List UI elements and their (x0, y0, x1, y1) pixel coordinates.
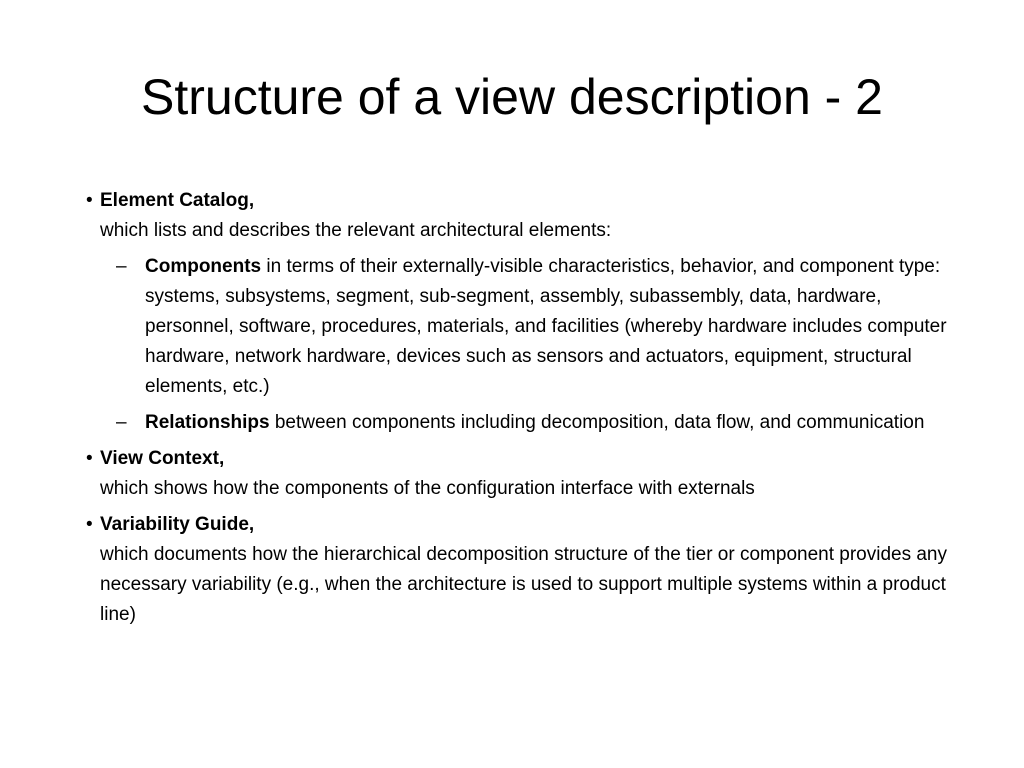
dash-marker: – (116, 412, 127, 433)
bullet-description: which lists and describes the relevant architectural elements: (100, 220, 612, 241)
sub-bullet-bold: Components (145, 256, 262, 277)
sub-bullet-text: between components including decomposition, data flow, and communication (269, 412, 925, 433)
sub-bullet-list (100, 252, 960, 438)
bullet-item-view-context (60, 444, 960, 504)
slide-content (60, 186, 960, 636)
sub-bullet-bold: Relationships (145, 412, 270, 433)
sub-bullet-item-components (100, 252, 960, 402)
bullet-item-element-catalog (60, 186, 960, 438)
bullet-description: which documents how the hierarchical decomposition structure of the tier or component provides any necessary variability (e.g., when the architecture is used to support multiple systems within a product line) (100, 544, 947, 625)
bullet-marker: • (86, 514, 93, 535)
bullet-description: which shows how the components of the configuration interface with externals (100, 478, 755, 499)
bullet-heading: Element Catalog, (100, 190, 255, 211)
dash-marker: – (116, 256, 127, 277)
bullet-marker: • (86, 448, 93, 469)
bullet-heading: Variability Guide, (100, 514, 255, 535)
slide-title: Structure of a view description - 2 (141, 69, 883, 125)
sub-bullet-text: in terms of their externally-visible characteristics, behavior, and component type: systems, subsystems, segment, sub-segment, assembly, subassembly, data, hardware, personnel, software, procedures, materials, and facilities (whereby hardware includes computer hardware, network hardware, devices such as sensors and actuators, equipment, structural elements, etc.) (145, 256, 947, 397)
bullet-heading: View Context, (100, 448, 225, 469)
bullet-item-variability-guide (60, 510, 960, 630)
sub-bullet-item-relationships (100, 408, 960, 438)
bullet-marker: • (86, 190, 93, 211)
